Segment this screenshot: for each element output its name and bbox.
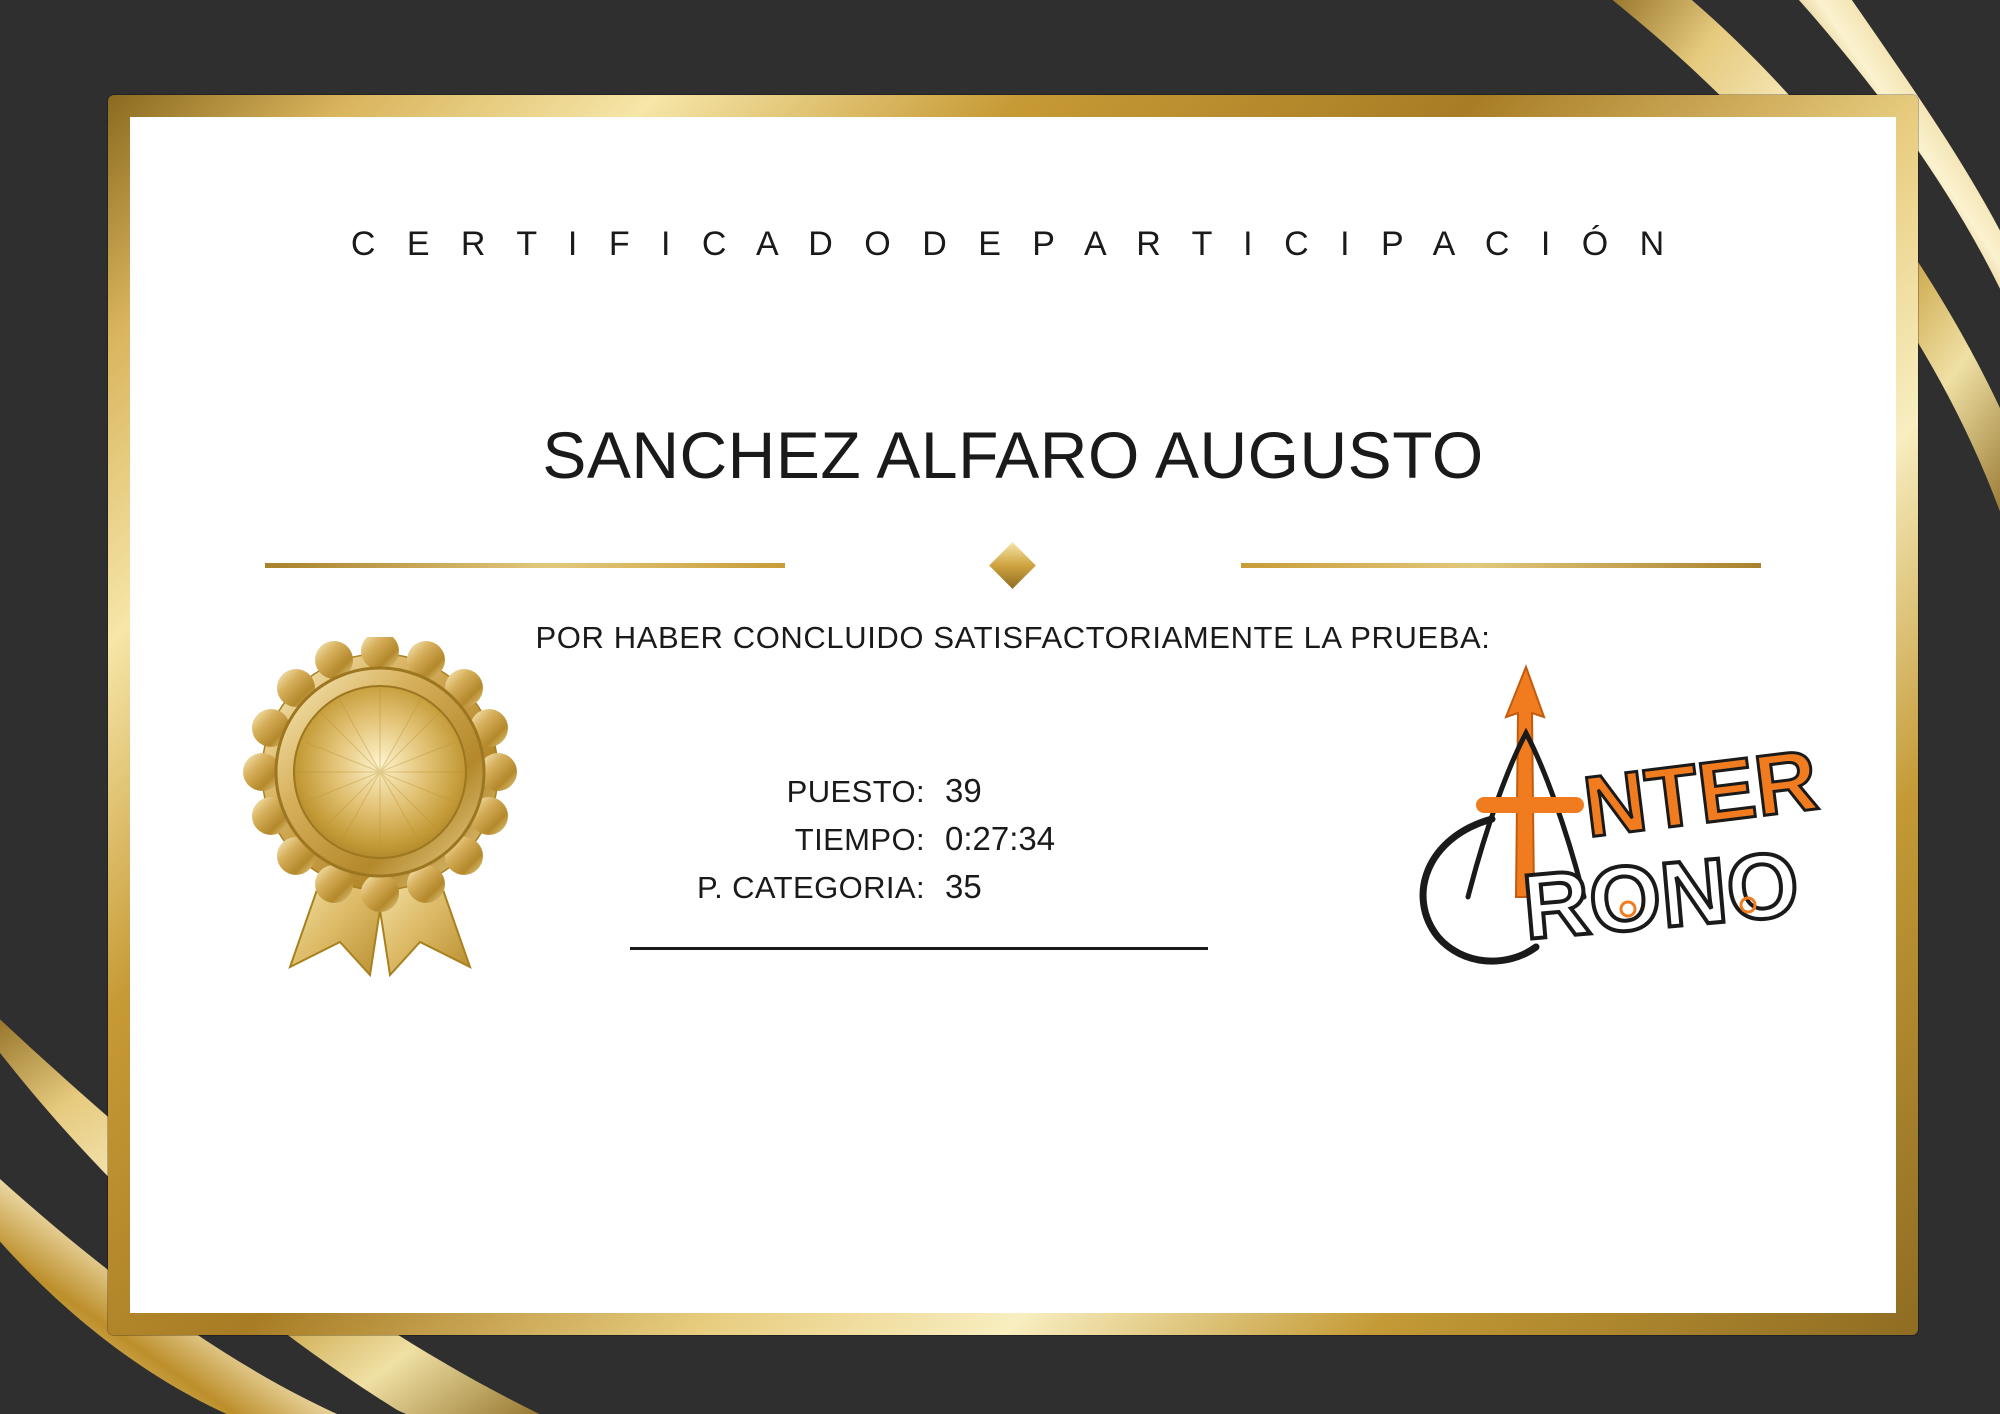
diamond-ornament-icon (989, 542, 1036, 589)
result-row (610, 820, 1200, 858)
divider-bar-left (265, 563, 785, 568)
result-value: 35 (945, 868, 982, 905)
result-row (610, 772, 1200, 810)
result-row (610, 868, 1200, 906)
award-rosette-icon (230, 637, 530, 977)
recipient-name: SANCHEZ ALFARO AUGUSTO (542, 418, 1484, 492)
interkrono-logo (1376, 647, 1836, 977)
result-label: P. CATEGORIA: (697, 870, 925, 905)
result-label: PUESTO: (786, 774, 925, 809)
signature-line (630, 947, 1208, 950)
divider-bar-right (1241, 563, 1761, 568)
result-value: 39 (945, 772, 982, 809)
logo-text-top: NTER (1578, 732, 1823, 856)
result-value: 0:27:34 (945, 820, 1056, 857)
certificate-subtitle: POR HABER CONCLUIDO SATISFACTORIAMENTE LA PRUEBA: (535, 620, 1491, 655)
certificate-title: C E R T I F I C A D O D E P A R T I C I P A C I Ó N (350, 225, 1676, 263)
certificate-content (130, 117, 1896, 1313)
results-block (610, 772, 1200, 916)
gold-divider (130, 545, 1896, 585)
result-label: TIEMPO: (794, 822, 925, 857)
logo-text-bottom: RONO (1518, 833, 1803, 959)
